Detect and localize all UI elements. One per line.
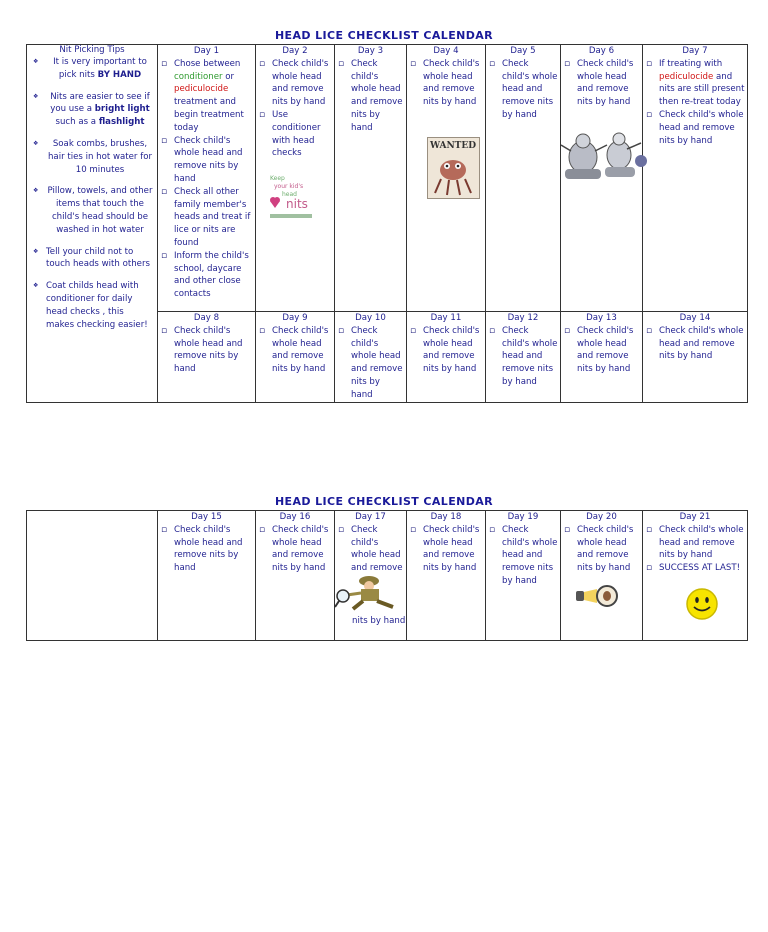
- day-label: Day 19: [507, 512, 539, 522]
- day-label: Day 2: [282, 46, 308, 56]
- day-cell: [335, 45, 407, 312]
- tip-item: ❖ Soak combs, brushes, hair ties in hot water for 10 minutes: [30, 138, 154, 176]
- keep-nits-clipart-icon: [268, 172, 328, 222]
- task-item: ▫ Check child's whole head and remove nits by hand: [488, 325, 558, 389]
- day-label: Day 12: [507, 313, 539, 323]
- day-cell: [256, 511, 335, 641]
- day-cell: [643, 45, 748, 312]
- day-label: Day 3: [357, 46, 384, 56]
- success-item: ▫ SUCCESS AT LAST!: [645, 562, 745, 575]
- day-label: Day 10: [355, 313, 386, 323]
- task-item-continued: nits by hand: [352, 616, 406, 626]
- day-label: Day 11: [430, 313, 462, 323]
- svg-text:head: head: [282, 191, 297, 199]
- task-item: ▫ Check child's whole head and remove nits by hand: [409, 524, 483, 575]
- day-cell: [335, 312, 407, 403]
- task-item: ▫ Check child's whole head and remove nits by hand: [645, 109, 745, 147]
- nit-picking-tips: [27, 45, 158, 403]
- day-label: Day 6: [588, 46, 615, 56]
- task-item: ▫ Check child's whole head and remove nits by hand: [337, 325, 404, 402]
- tip-item: ❖ Coat childs head with conditioner for daily head checks , this makes checking easier!: [30, 280, 154, 331]
- svg-text:your kid's: your kid's: [274, 183, 304, 191]
- day-label: Day 21: [679, 512, 711, 522]
- day-cell: [643, 511, 748, 641]
- day-cell: [561, 312, 643, 403]
- day-label: Day 16: [279, 512, 311, 522]
- task-item: ▫ Check child's whole head and remove nits by hand: [337, 58, 404, 135]
- day-cell: [407, 511, 486, 641]
- day-cell: [335, 511, 407, 641]
- task-item: ▫ Check child's whole head and remove: [337, 524, 404, 575]
- detective-magnifier-icon: [333, 573, 403, 611]
- day-label: Day 13: [586, 313, 617, 323]
- task-item: ▫ Check child's whole head and remove nits by hand: [563, 325, 640, 376]
- day-cell: [407, 45, 486, 312]
- day-label: Day 1: [193, 46, 220, 56]
- task-item: ▫ Check child's whole head and remove nits by hand: [258, 58, 332, 109]
- day-label: Day 7: [682, 46, 708, 56]
- day-cell: [158, 45, 256, 312]
- day-cell: [256, 45, 335, 312]
- wanted-poster-icon: [427, 137, 481, 199]
- task-item: ▫ Check child's whole head and remove nits by hand: [160, 325, 253, 376]
- day-label: Day 20: [586, 512, 617, 522]
- day-label: Day 18: [430, 512, 462, 522]
- day-cell: [256, 312, 335, 403]
- task-item: ▫ Check child's whole head and remove nits by hand: [258, 325, 332, 376]
- task-item: ▫ Check child's whole head and remove nits by hand: [645, 524, 745, 562]
- day-cell: [643, 312, 748, 403]
- lice-robots-clipart-icon: [561, 121, 649, 183]
- svg-text:nits: nits: [286, 197, 308, 212]
- task-item: ▫ Check child's whole head and remove nits by hand: [488, 524, 558, 588]
- day-label: Day 9: [282, 313, 308, 323]
- day-cell: [486, 45, 561, 312]
- day-cell: [561, 45, 643, 312]
- tip-item: ❖ Pillow, towels, and other items that touch the child's head should be washed in hot water: [30, 185, 154, 236]
- task-item: ▫ Check child's whole head and remove nits by hand: [645, 325, 745, 363]
- blank-cell: [27, 511, 158, 641]
- task-item: ▫ Check child's whole head and remove nits by hand: [563, 58, 640, 109]
- task-item: ▫ Check child's whole head and remove nits by hand: [563, 524, 640, 575]
- calendar-table-weeks-1-2: [26, 44, 748, 403]
- day-label: Day 14: [679, 313, 711, 323]
- task-item: ▫ Check child's whole head and remove nits by hand: [488, 58, 558, 122]
- task-item: ▫ Check child's whole head and remove nits by hand: [160, 524, 253, 575]
- flashlight-magnifier-icon: [575, 583, 619, 609]
- day-label: Day 8: [193, 313, 220, 323]
- calendar-table-week-3: [26, 510, 748, 641]
- task-item: ▫ If treating with pediculocide and nits are still present then re-treat today: [645, 58, 745, 109]
- calendar-title: HEAD LICE CHECKLIST CALENDAR: [274, 495, 494, 508]
- task-item: ▫ Check child's whole head and remove nits by hand: [258, 524, 332, 575]
- task-item: ▫ Chose between conditioner or pediculocide treatment and begin treatment today: [160, 58, 253, 135]
- task-item: ▫ Check child's whole head and remove nits by hand: [409, 325, 483, 376]
- calendar-title: HEAD LICE CHECKLIST CALENDAR: [274, 29, 494, 42]
- svg-text:WANTED: WANTED: [429, 140, 477, 151]
- day-cell: [407, 312, 486, 403]
- day-label: Day 15: [191, 512, 222, 522]
- day-cell: [486, 312, 561, 403]
- smiley-face-icon: [685, 587, 719, 621]
- day-cell: [561, 511, 643, 641]
- day-cell: [158, 312, 256, 403]
- svg-text:Keep: Keep: [270, 175, 285, 183]
- task-item: ▫ Inform the child's school, daycare and other close contacts: [160, 250, 253, 301]
- day-label: Day 17: [355, 512, 386, 522]
- task-item: ▫ Check all other family member's heads and treat if lice or nits are found: [160, 186, 253, 250]
- tip-item: ❖ Nits are easier to see if you use a bright light such as a flashlight: [30, 91, 154, 129]
- tip-item: ❖ Tell your child not to touch heads with others: [30, 246, 154, 272]
- day-label: Day 5: [510, 46, 536, 56]
- task-item: ▫ Check child's whole head and remove nits by hand: [160, 135, 253, 186]
- tip-item: ❖ It is very important to pick nits BY HAND: [30, 56, 154, 82]
- day-label: Day 4: [433, 46, 459, 56]
- day-cell: [486, 511, 561, 641]
- task-item: ▫ Check child's whole head and remove nits by hand: [409, 58, 483, 109]
- tips-heading: Nit Picking Tips: [59, 45, 125, 55]
- day-cell: [158, 511, 256, 641]
- task-item: ▫ Use conditioner with head checks: [258, 109, 332, 160]
